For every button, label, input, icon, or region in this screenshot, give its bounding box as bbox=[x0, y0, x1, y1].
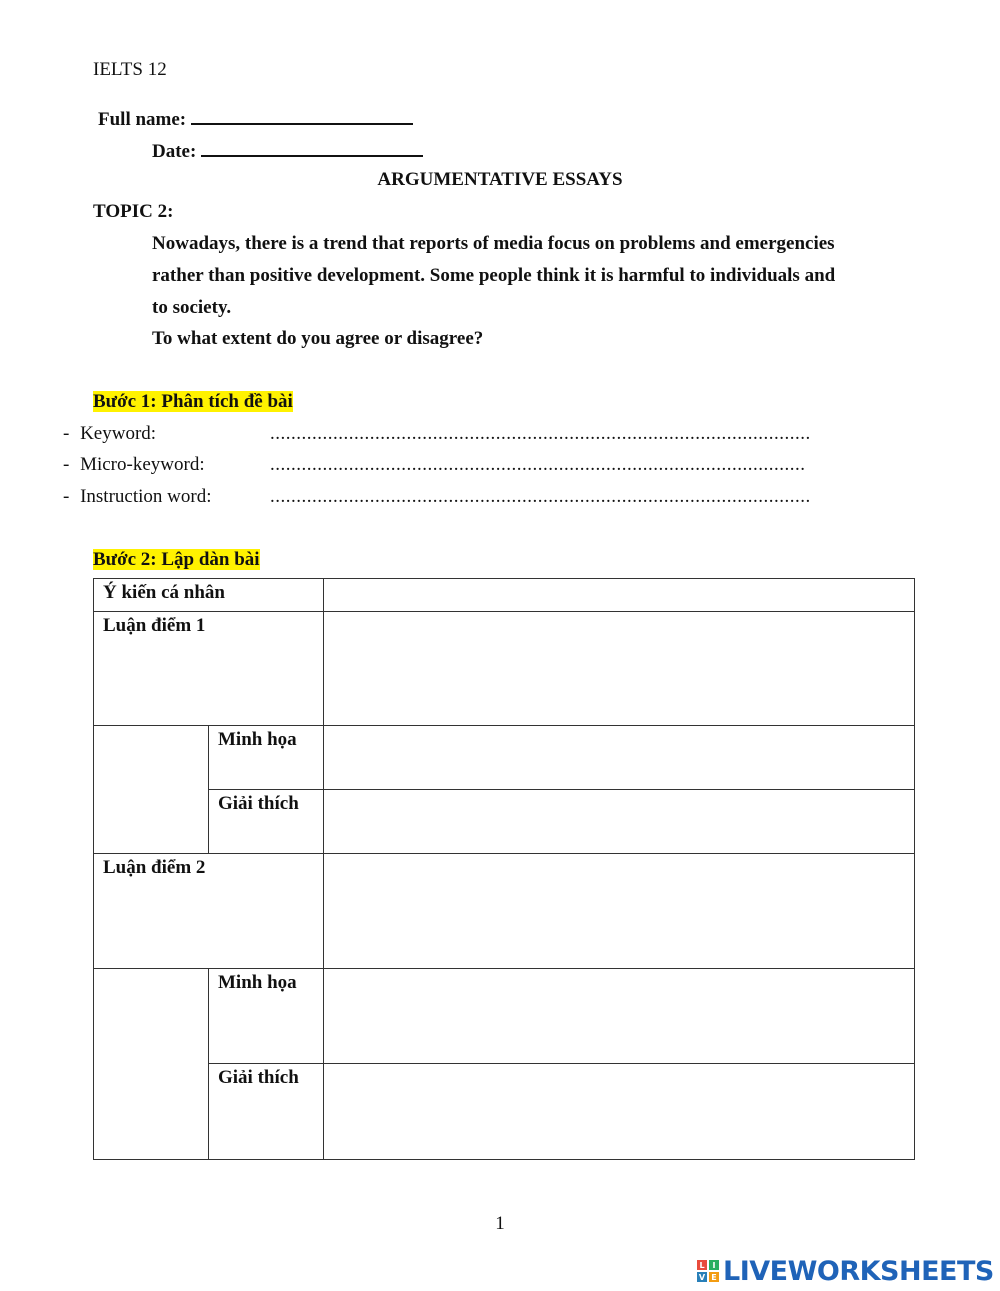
document-title: ARGUMENTATIVE ESSAYS bbox=[377, 169, 623, 190]
logo-letter: I bbox=[709, 1260, 719, 1270]
point2-label: Luận điểm 2 bbox=[94, 854, 324, 969]
outline-table bbox=[93, 578, 915, 1160]
logo-letter: E bbox=[709, 1272, 719, 1282]
instruction-word-answer-line[interactable]: ....................................................................................................... bbox=[270, 486, 811, 507]
point2-answer-cell[interactable] bbox=[324, 854, 915, 969]
full-name-label: Full name: bbox=[98, 109, 187, 130]
date-row bbox=[152, 137, 423, 163]
full-name-row bbox=[98, 105, 413, 131]
logo-letter: L bbox=[697, 1260, 707, 1270]
logo-letter: V bbox=[698, 1272, 706, 1282]
opinion-answer-cell[interactable] bbox=[324, 579, 915, 612]
topic-question: To what extent do you agree or disagree? bbox=[152, 328, 484, 349]
instruction-word-label: Instruction word: bbox=[80, 486, 212, 507]
bullet-dash: - bbox=[63, 423, 70, 444]
table-row bbox=[94, 726, 915, 790]
point2-explain-label: Giải thích bbox=[209, 1064, 324, 1160]
bullet-dash: - bbox=[63, 486, 70, 507]
logo-text: LIVEWORKSHEETS bbox=[723, 1255, 994, 1287]
keyword-answer-line[interactable]: ....................................................................................................... bbox=[270, 423, 811, 444]
bullet-dash: - bbox=[63, 454, 70, 475]
analysis-row-instruction-word bbox=[63, 486, 211, 508]
point2-explain-answer-cell[interactable] bbox=[324, 1064, 915, 1160]
table-row bbox=[94, 612, 915, 726]
point1-label: Luận điểm 1 bbox=[94, 612, 324, 726]
keyword-label: Keyword: bbox=[80, 423, 157, 444]
analysis-row-keyword bbox=[63, 423, 156, 445]
point1-explain-answer-cell[interactable] bbox=[324, 790, 915, 854]
table-row bbox=[94, 1064, 915, 1160]
table-row bbox=[94, 969, 915, 1064]
micro-keyword-answer-line[interactable]: ...................................................................................................... bbox=[270, 454, 806, 475]
step1-heading-text: Bước 1: Phân tích đề bài bbox=[93, 391, 293, 412]
topic-label: TOPIC 2: bbox=[93, 201, 174, 222]
step1-heading bbox=[93, 391, 293, 413]
logo-squares-icon bbox=[697, 1260, 719, 1282]
analysis-row-micro-keyword bbox=[63, 454, 205, 476]
point1-example-answer-cell[interactable] bbox=[324, 726, 915, 790]
table-row bbox=[94, 790, 915, 854]
opinion-label: Ý kiến cá nhân bbox=[94, 579, 324, 612]
full-name-input[interactable] bbox=[191, 105, 413, 125]
table-row bbox=[94, 854, 915, 969]
point1-explain-label: Giải thích bbox=[209, 790, 324, 854]
point1-example-label: Minh họa bbox=[209, 726, 324, 790]
topic-prompt-line: rather than positive development. Some people think it is harmful to individuals and bbox=[152, 265, 836, 286]
topic-prompt-line: to society. bbox=[152, 297, 232, 318]
point2-example-answer-cell[interactable] bbox=[324, 969, 915, 1064]
page-number: 1 bbox=[495, 1213, 505, 1234]
point2-spacer-cell bbox=[94, 969, 209, 1160]
course-label: IELTS 12 bbox=[93, 59, 167, 80]
table-row bbox=[94, 579, 915, 612]
micro-keyword-label: Micro-keyword: bbox=[80, 454, 205, 475]
point2-example-label: Minh họa bbox=[209, 969, 324, 1064]
topic-prompt-line: Nowadays, there is a trend that reports of media focus on problems and emergencies bbox=[152, 233, 835, 254]
step2-heading-text: Bước 2: Lập dàn bài bbox=[93, 549, 260, 570]
date-label: Date: bbox=[152, 141, 197, 162]
step2-heading bbox=[93, 549, 260, 571]
liveworksheets-logo bbox=[697, 1256, 994, 1286]
point1-spacer-cell bbox=[94, 726, 209, 854]
point1-answer-cell[interactable] bbox=[324, 612, 915, 726]
date-input[interactable] bbox=[201, 137, 423, 157]
